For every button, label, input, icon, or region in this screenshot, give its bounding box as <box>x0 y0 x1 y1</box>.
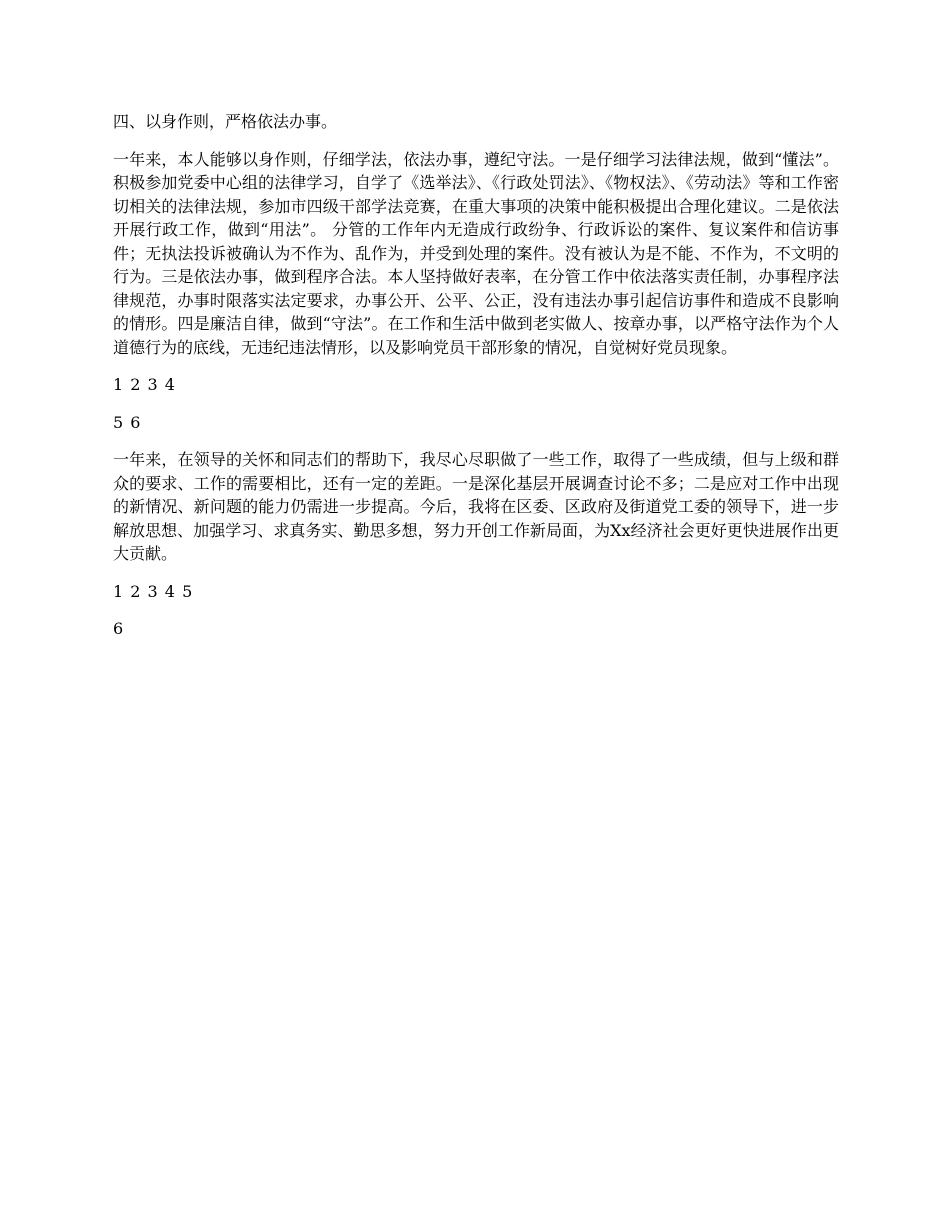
body-paragraph: 一年来，本人能够以身作则，仔细学法，依法办事，遵纪守法。一是仔细学习法律法规，做到“懂法”。积极参加党委中心组的法律学习，自学了《选举法》、《行政处罚法》、《物权法》、《劳动法》等和工作密切相关的法律法规，参加市四级干部学法竞赛，在重大事项的决策中能积极提出合理化建议。二是依法开展行政工作，做到“用法”。 分管的工作年内无造成行政纷争、行政诉讼的案件、复议案件和信访事件；无执法投诉被确认为不作为、乱作为，并受到处理的案件。没有被认为是不能、不作为，不文明的行为。三是依法办事，做到程序合法。本人坚持做好表率，在分管工作中依法落实责任制，办事程序法律规范，办事时限落实法定要求，办事公开、公平、公正，没有违法办事引起信访事件和造成不良影响的情形。四是廉洁自律，做到“守法”。在工作和生活中做到老实做人、按章办事，以严格守法作为个人道德行为的底线，无违纪违法情形，以及影响党员干部形象的情况，自觉树好党员现象。 <box>113 149 839 357</box>
page-number-line: 5 6 <box>113 412 142 432</box>
page-number-line: 1 2 3 4 5 <box>113 581 194 601</box>
page-number-line: 1 2 3 4 <box>113 375 176 394</box>
section-heading: 四、以身作则，严格依法办事。 <box>113 112 338 131</box>
document-body <box>113 110 839 655</box>
body-paragraph: 一年来，在领导的关怀和同志们的帮助下，我尽心尽职做了一些工作，取得了一些成绩，但与上级和群众的要求、工作的需要相比，还有一定的差距。一是深化基层开展调查讨论不多；二是应对工作中出现的新情况、新问题的能力仍需进一步提高。今后，我将在区委、区政府及街道党工委的领导下，进一步解放思想、加强学习、求真务实、勤思多想，努力开创工作新局面，为Xx经济社会更好更快进展作出更大贡献。 <box>113 450 839 563</box>
page-number-line: 6 <box>113 619 125 638</box>
